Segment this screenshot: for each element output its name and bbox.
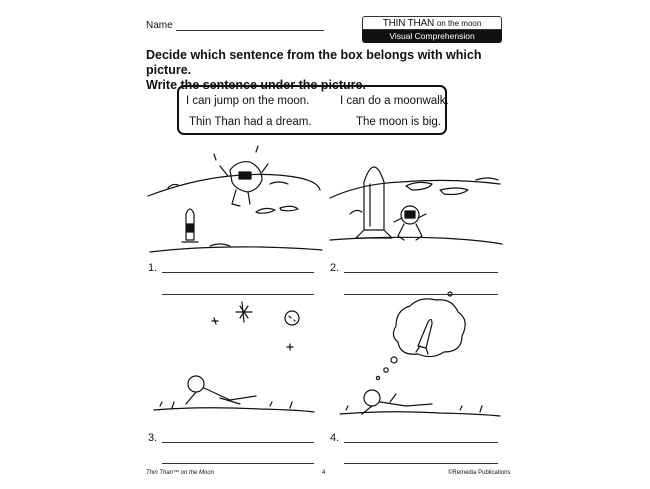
- picture-1-moon-jump-illustration: [148, 146, 322, 252]
- answer-line-4a[interactable]: [344, 442, 498, 443]
- answer-line-1b[interactable]: [162, 294, 314, 295]
- answer-line-2b[interactable]: [344, 294, 498, 295]
- page-number: 4: [322, 470, 326, 476]
- answer-number-2: 2.: [330, 262, 340, 274]
- picture-4-dream-rocket-illustration: [340, 292, 500, 416]
- title-main: THIN THAN: [382, 18, 435, 29]
- instruction-line-2: Write the sentence under the picture.: [146, 78, 366, 92]
- sentence-1: I can jump on the moon.: [186, 95, 310, 107]
- answer-line-1a[interactable]: [162, 272, 314, 273]
- picture-2-moonwalk-illustration: [330, 167, 502, 244]
- picture-3-dream-sleeping-illustration: [154, 302, 314, 412]
- answer-number-3: 3.: [148, 432, 158, 444]
- name-label: Name: [146, 20, 173, 31]
- sentence-4: The moon is big.: [356, 116, 442, 128]
- answer-number-1: 1.: [148, 262, 158, 274]
- answer-line-2a[interactable]: [344, 272, 498, 273]
- answer-number-4: 4.: [330, 432, 340, 444]
- footer-title: Thin Than™ on the Moon: [146, 470, 215, 476]
- title-sub: on the moon: [436, 19, 482, 28]
- sentence-2: I can do a moonwalk.: [340, 95, 449, 107]
- instruction-line-1: Decide which sentence from the box belongs with which picture.: [146, 48, 482, 77]
- answer-line-3b[interactable]: [162, 463, 314, 464]
- answer-line-3a[interactable]: [162, 442, 314, 443]
- footer-publisher: ©Remedia Publications: [448, 470, 511, 476]
- sentence-3: Thin Than had a dream.: [189, 116, 312, 128]
- answer-line-4b[interactable]: [344, 463, 498, 464]
- worksheet-subtitle: Visual Comprehension: [362, 30, 502, 43]
